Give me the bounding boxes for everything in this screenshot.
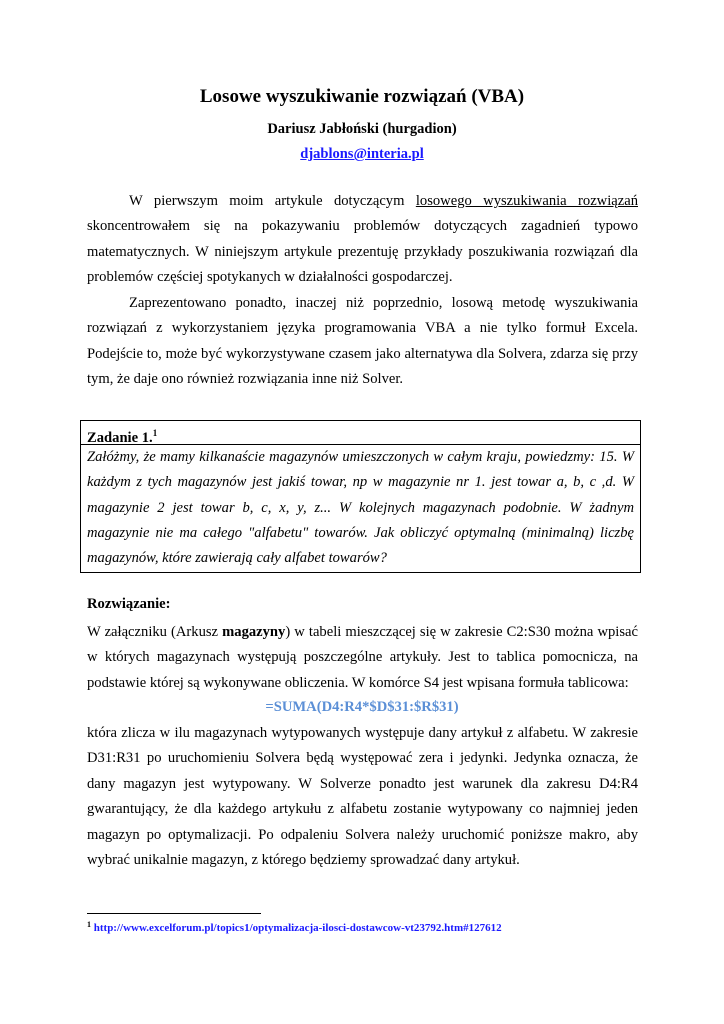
previous-article-link[interactable]: losowego wyszukiwania rozwiązań	[415, 193, 638, 209]
footnote-reference[interactable]: 1	[152, 428, 158, 438]
article-title: Losowe wyszukiwanie rozwiązań (VBA)	[199, 86, 525, 107]
task-heading	[81, 421, 640, 445]
footnote-link[interactable]: http://www.excelforum.pl/topics1/optymalizacja-ilosci-dostawcow-vt23792.htm#127612	[93, 922, 502, 934]
task-body: Załóżmy, że mamy kilkanaście magazynów umieszczonych w całym kraju, powiedzmy: 15. W każdym z tych magazynów jest jakiś towar, np w magazynie nr 1. jest towar a, b, c ,d. W magazynie 2 jest towar b, c, x, y, z... W kolejnych magazynach podobnie. W żadnym magazynie nie ma całego "alfabetu" towarów. Jak obliczyć optymalną (minimalną) liczbę magazynów, które zawierają cały alfabet towarów?	[87, 449, 634, 567]
solution-text-start: W załączniku (Arkusz	[87, 624, 223, 640]
footnote-separator	[87, 913, 261, 914]
footnote	[87, 920, 502, 934]
sheet-name: magazyny	[222, 624, 286, 640]
footnote-mark: 1	[87, 920, 91, 929]
email-link[interactable]: djablons@interia.pl	[300, 146, 424, 162]
intro-paragraph-2	[87, 291, 638, 393]
intro-paragraph-2-text: Zaprezentowano ponadto, inaczej niż poprzednio, losową metodę wyszukiwania rozwiązań z wykorzystaniem języka programowania VBA a nie tylko formuł Excela. Podejście to, może być wykorzystywane czasem jako alternatywa dla Solvera, zdarza się przy tym, że daje ono również rozwiązania inne niż Solver.	[87, 295, 638, 388]
solution-text-end: ) w tabeli mieszczącej się w zakresie C2:S30 można wpisać w których magazynach występują poszczególne artykuły. Jest to tablica pomocnicza, na podstawie której są wykonywane obliczenia. W komórce S4 jest wpisana formuła tablicowa:	[87, 624, 639, 691]
array-formula: =SUMA(D4:R4*$D$31:$R$31)	[265, 699, 459, 715]
author-name: Dariusz Jabłoński (hurgadion)	[267, 121, 457, 137]
author-email	[0, 146, 724, 163]
intro-text-start: W pierwszym moim artykule dotyczącym	[129, 193, 416, 209]
solution-heading: Rozwiązanie:	[87, 596, 171, 612]
solution-paragraph-1	[87, 620, 638, 696]
task-box	[80, 420, 641, 573]
intro-paragraph-1	[87, 189, 638, 291]
solution-paragraph-2: która zlicza w ilu magazynach wytypowanych występuje dany artykuł z alfabetu. W zakresie D31:R31 po uruchomieniu Solvera będą występować zera i jedynki. Jedynka oznacza, że dany magazyn jest wytypowany. W Solverze ponadto jest warunek dla zakresu D4:R4 gwarantujący, że dla każdego artykułu z alfabetu zostanie wytypowany co najmniej jeden magazyn po optymalizacji. Po odpaleniu Solvera należy uruchomić poniższe makro, aby wybrać unikalnie magazyn, z którego będziemy sprowadzać dany artykuł.	[87, 725, 638, 869]
intro-text-end: skoncentrowałem się na pokazywaniu problemów dotyczących zagadnień typowo matematycznych. W niniejszym artykule prezentuję przykłady poszukiwania rozwiązań dla problemów częściej spotykanych w działalności gospodarczej.	[87, 218, 638, 286]
task-heading-text: Zadanie 1.	[87, 430, 153, 446]
